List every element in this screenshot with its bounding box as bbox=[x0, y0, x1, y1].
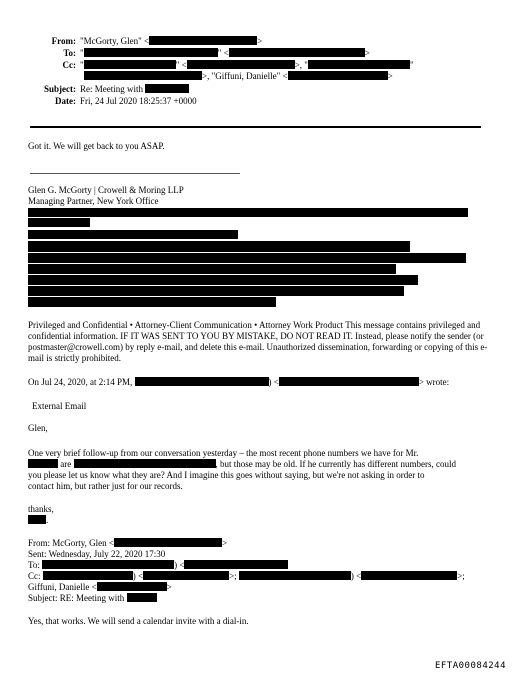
document-id: EFTA00084244 bbox=[434, 661, 506, 671]
redaction-block bbox=[28, 297, 276, 307]
fwd-cc-giffuni: Giffuni, Danielle < > bbox=[28, 582, 172, 592]
external-email-banner: External Email bbox=[32, 401, 87, 411]
from-label: From: bbox=[51, 36, 76, 46]
fwd-to: To: ) < bbox=[28, 560, 288, 571]
reply-text: Got it. We will get back to you ASAP. bbox=[28, 141, 165, 151]
signature-name: Glen G. McGorty | Crowell & Moring LLP bbox=[28, 185, 184, 195]
redaction-block bbox=[28, 264, 396, 274]
redaction-block bbox=[28, 218, 90, 227]
date-label: Date: bbox=[55, 96, 76, 106]
fwd-sent: Sent: Wednesday, July 22, 2020 17:30 bbox=[28, 549, 166, 559]
body-line-4: contact him, but rather just for our records. bbox=[28, 481, 183, 491]
to-value: " " < > bbox=[80, 48, 370, 58]
body-line-2: are , but those may be old. If he currently has different numbers, could bbox=[28, 459, 456, 470]
redaction-block bbox=[28, 230, 238, 239]
body-line-1: One very brief follow-up from our conversation yesterday – the most recent phone numbers we have for Mr. bbox=[28, 448, 419, 458]
subject-label: Subject: bbox=[44, 84, 76, 94]
thanks: thanks, bbox=[28, 504, 54, 514]
header-divider bbox=[30, 126, 481, 128]
redaction-block bbox=[28, 253, 466, 263]
greeting: Glen, bbox=[28, 423, 48, 433]
fwd-cc: Cc: ) < >; ) < >; bbox=[28, 571, 465, 581]
thanks-signoff: . bbox=[28, 515, 48, 526]
redaction-block bbox=[28, 286, 404, 296]
to-label: To: bbox=[63, 48, 76, 58]
from-value: "McGorty, Glen" < > bbox=[80, 36, 263, 46]
signature-title: Managing Partner, New York Office bbox=[28, 196, 159, 206]
redaction-block bbox=[28, 241, 410, 252]
quote-intro: On Jul 24, 2020, at 2:14 PM, ) < > wrote: bbox=[28, 377, 450, 387]
redaction-block bbox=[28, 275, 418, 285]
cc-value: " " < >, " " bbox=[80, 60, 414, 70]
body-line-3: you please let us know what they are? And I imagine this goes without saying, but we're not asking in order to bbox=[28, 470, 425, 480]
signature-divider bbox=[30, 173, 240, 174]
subject-value: Re: Meeting with bbox=[80, 84, 189, 95]
fwd-from: From: McGorty, Glen < > bbox=[28, 538, 228, 548]
date-value: Fri, 24 Jul 2020 18:25:37 +0000 bbox=[80, 96, 197, 106]
cc-label: Cc: bbox=[62, 60, 76, 70]
redaction-block bbox=[28, 208, 468, 217]
final-text: Yes, that works. We will send a calendar invite with a dial-in. bbox=[28, 616, 249, 626]
fwd-subject: Subject: RE: Meeting with bbox=[28, 593, 157, 604]
cc-value-line2: >, "Giffuni, Danielle" < > bbox=[84, 71, 393, 82]
disclaimer-text: Privileged and Confidential • Attorney-Client Communication • Attorney Work Product This message contains privileged and confidential information. IF IT WAS SENT TO YOU BY MISTAKE, DO NOT READ IT. Instead, please notify the sender (or postmaster@crowell.com) by reply e-mail, and delete this e-mail. Unauthorized dissemination, forwarding or copying of this e-mail is strictly prohibited. bbox=[28, 320, 488, 363]
